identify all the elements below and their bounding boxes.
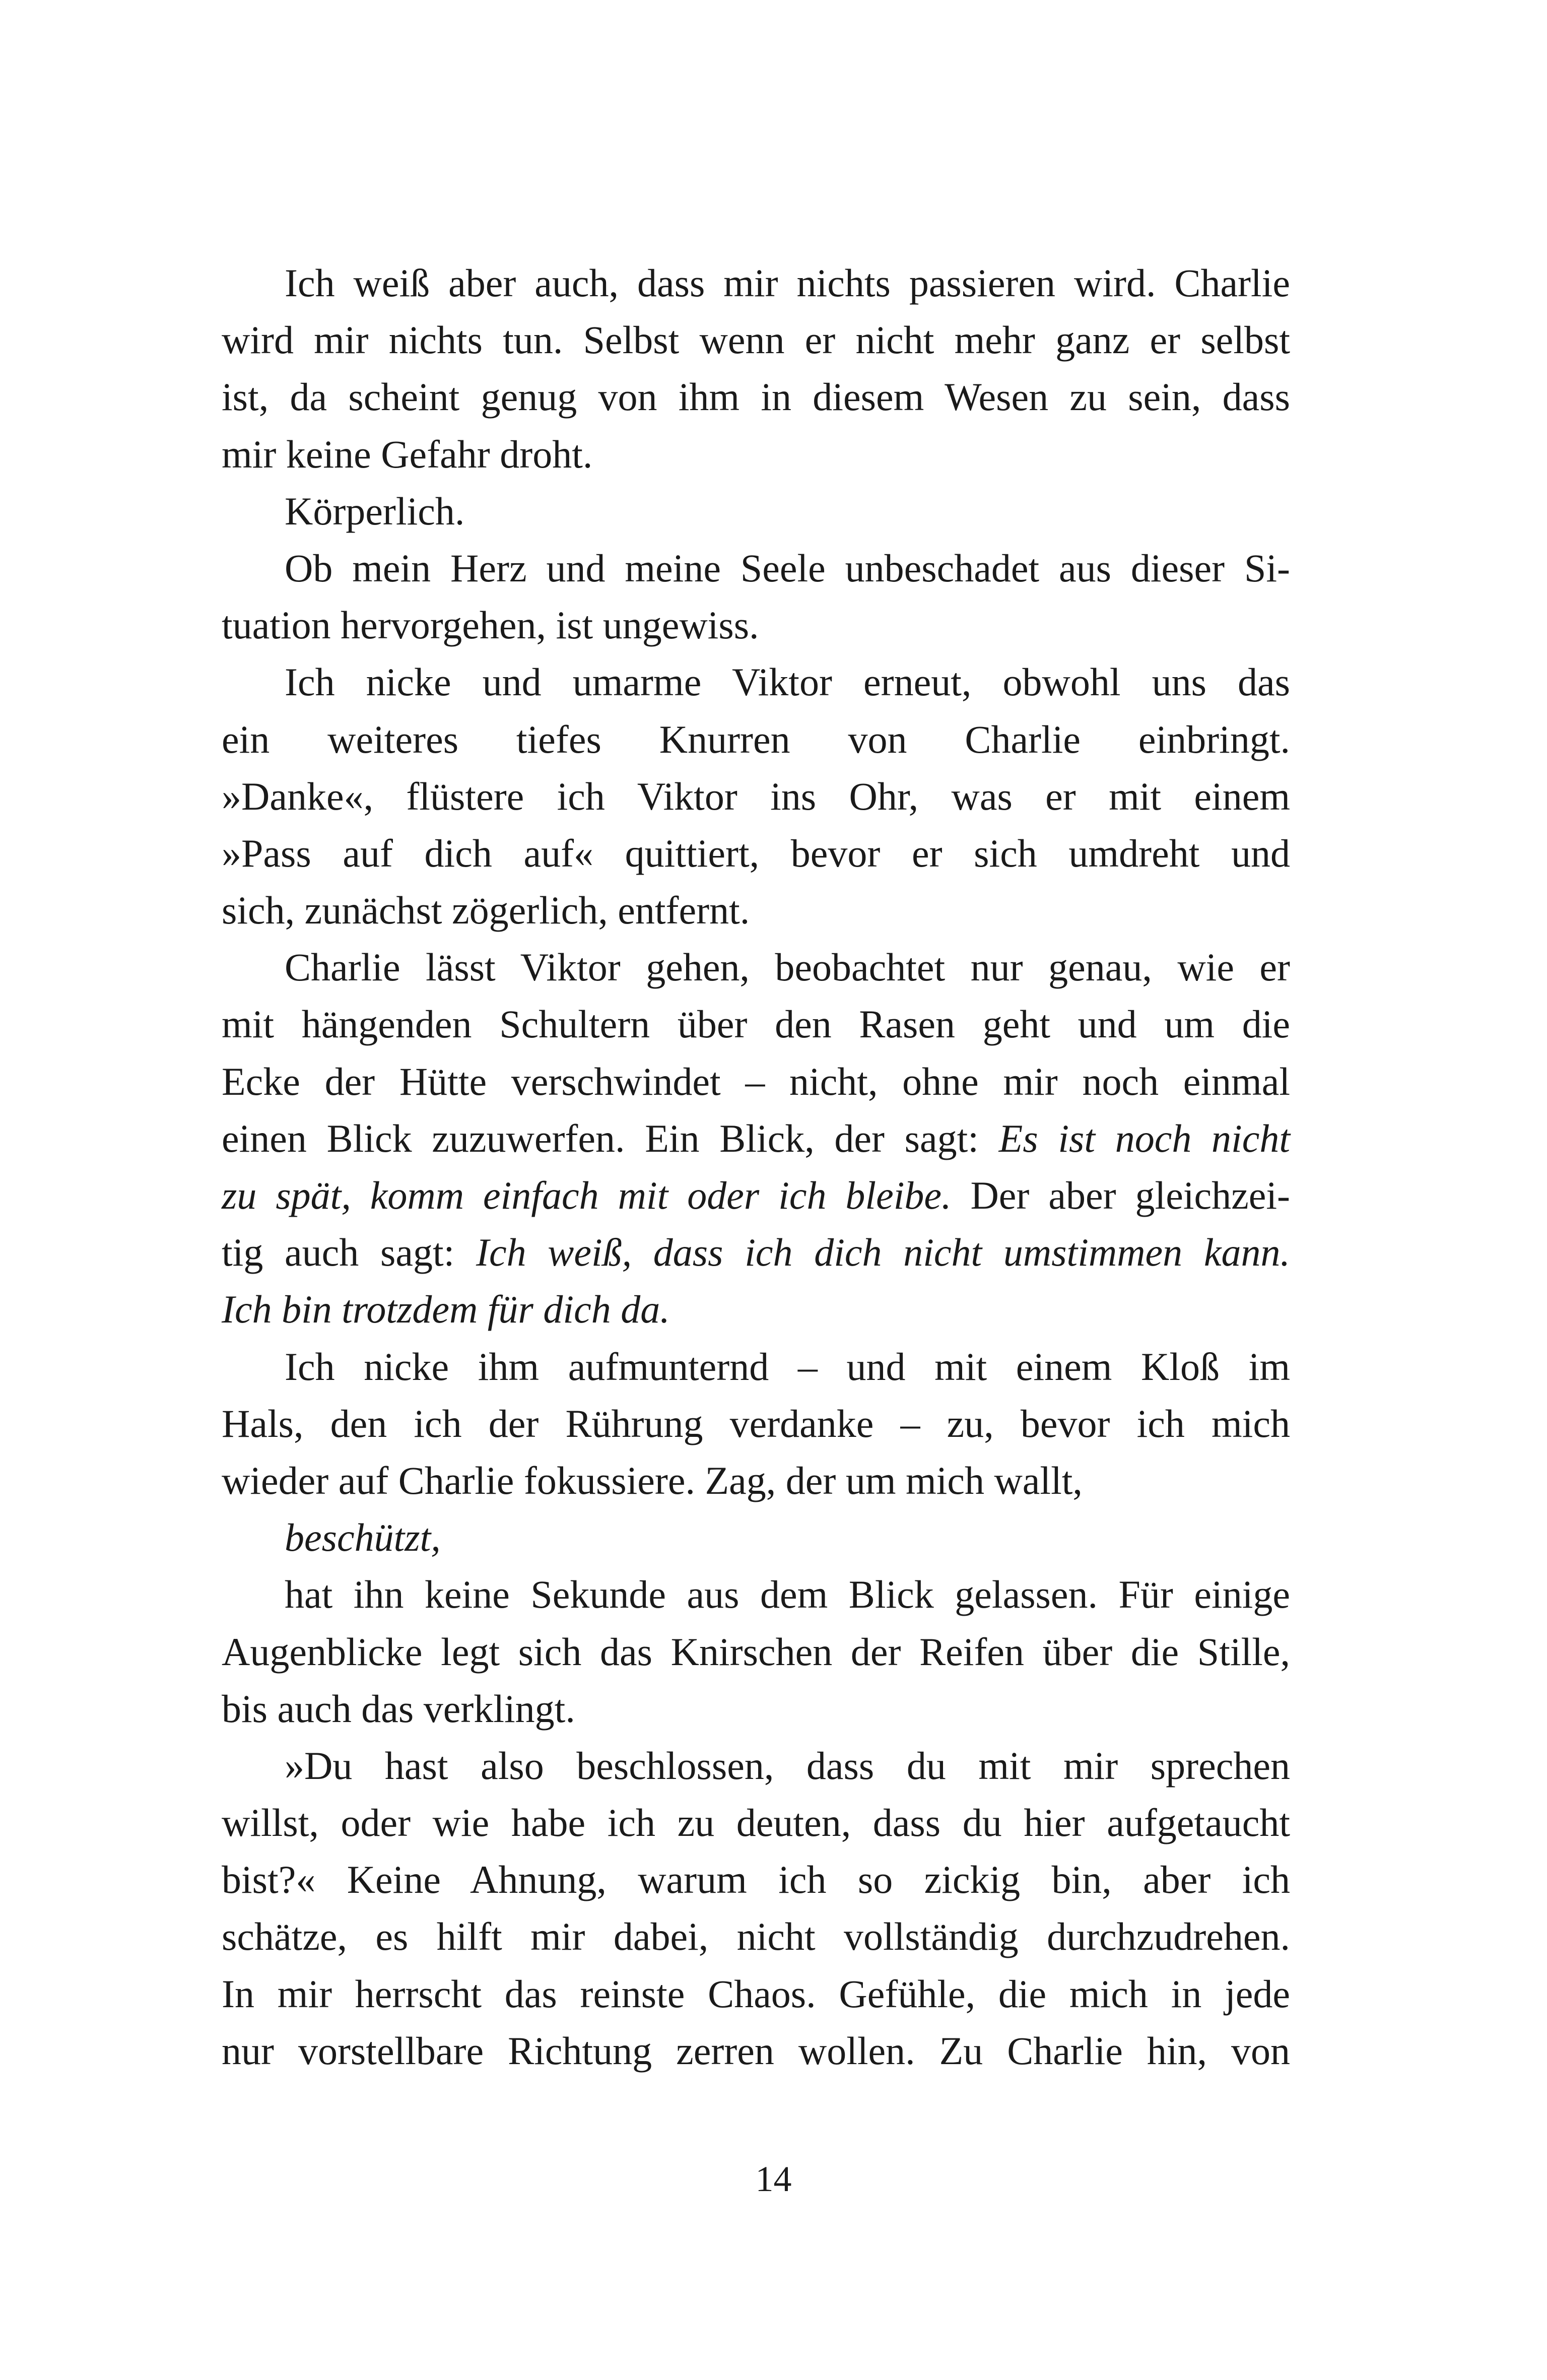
text-line: schätze, es hilft mir dabei, nicht vollständig durchzudrehen. bbox=[222, 1914, 1290, 1959]
text-line: Ich nicke und umarme Viktor erneut, obwohl uns das bbox=[285, 660, 1290, 704]
text-line: nur vorstellbare Richtung zerren wollen. Zu Charlie hin, von bbox=[222, 2028, 1290, 2073]
text-line: mir keine Gefahr droht. bbox=[222, 432, 593, 476]
text-line: »Du hast also beschlossen, dass du mit mir sprechen bbox=[285, 1743, 1290, 1788]
text-line: Ob mein Herz und meine Seele unbeschadet aus dieser Si- bbox=[285, 546, 1290, 590]
text-line: wieder auf Charlie fokussiere. Zag, der um mich wallt, bbox=[222, 1458, 1083, 1502]
page-number: 14 bbox=[755, 2159, 792, 2199]
italic-text-run: Ich bin trotzdem für dich da. bbox=[222, 1287, 670, 1332]
italic-text-run: Es ist noch nicht bbox=[998, 1116, 1291, 1160]
text-line bbox=[222, 1224, 1290, 1281]
text-run: Der aber gleichzei- bbox=[951, 1173, 1290, 1217]
text-line: Ecke der Hütte verschwindet – nicht, ohne mir noch einmal bbox=[222, 1059, 1290, 1103]
text-line: wird mir nichts tun. Selbst wenn er nicht mehr ganz er selbst bbox=[222, 318, 1290, 362]
text-line: hat ihn keine Sekunde aus dem Blick gelassen. Für einige bbox=[285, 1572, 1290, 1617]
text-line bbox=[222, 1281, 1290, 1338]
text-line: In mir herrscht das reinste Chaos. Gefühle, die mich in jede bbox=[222, 1971, 1290, 2016]
text-line: sich, zunächst zögerlich, entfernt. bbox=[222, 888, 750, 933]
text-line: Augenblicke legt sich das Knirschen der Reifen über die Stille, bbox=[222, 1629, 1290, 1674]
text-line: Ich weiß aber auch, dass mir nichts passieren wird. Charlie bbox=[285, 261, 1290, 305]
text-line: willst, oder wie habe ich zu deuten, dass du hier aufgetaucht bbox=[222, 1801, 1290, 1845]
text-line: Ich nicke ihm aufmunternd – und mit einem Kloß im bbox=[285, 1344, 1290, 1389]
text-line bbox=[222, 1509, 1290, 1566]
italic-text-run: zu spät, komm einfach mit oder ich bleibe. bbox=[222, 1173, 952, 1217]
text-line: Charlie lässt Viktor gehen, beobachtet nur genau, wie er bbox=[285, 945, 1290, 989]
text-line bbox=[222, 1110, 1290, 1167]
text-line: bist?« Keine Ahnung, warum ich so zickig bin, aber ich bbox=[222, 1858, 1290, 1902]
italic-text-run: beschützt, bbox=[285, 1515, 441, 1560]
text-run: einen Blick zuzuwerfen. Ein Blick, der sagt: bbox=[222, 1116, 999, 1160]
text-line: Körperlich. bbox=[285, 489, 465, 533]
text-run: tig auch sagt: bbox=[222, 1230, 476, 1275]
text-line: »Pass auf dich auf« quittiert, bevor er sich umdreht und bbox=[222, 831, 1290, 875]
text-line: »Danke«, flüstere ich Viktor ins Ohr, was er mit einem bbox=[222, 774, 1290, 818]
text-line: ein weiteres tiefes Knurren von Charlie einbringt. bbox=[222, 717, 1290, 761]
text-line: Hals, den ich der Rührung verdanke – zu, bevor ich mich bbox=[222, 1401, 1290, 1445]
text-line: bis auch das verklingt. bbox=[222, 1686, 575, 1731]
text-line bbox=[222, 1167, 1290, 1224]
text-line: tuation hervorgehen, ist ungewiss. bbox=[222, 603, 759, 647]
italic-text-run: Ich weiß, dass ich dich nicht umstimmen kann. bbox=[476, 1230, 1290, 1275]
text-line: mit hängenden Schultern über den Rasen geht und um die bbox=[222, 1002, 1290, 1046]
body-text bbox=[222, 254, 1290, 2079]
text-line: ist, da scheint genug von ihm in diesem Wesen zu sein, dass bbox=[222, 375, 1290, 419]
